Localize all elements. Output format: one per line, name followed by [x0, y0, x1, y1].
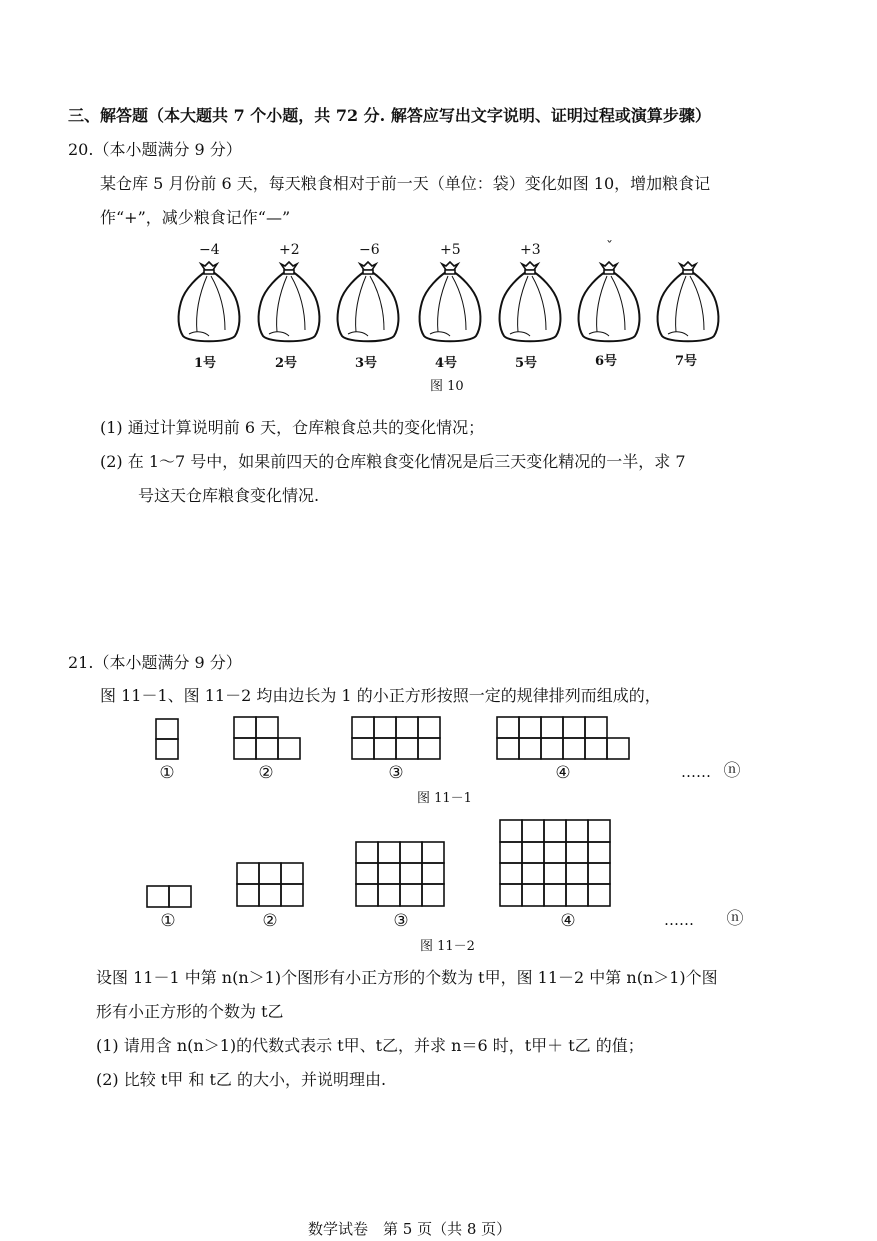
f2-s4-cell	[588, 863, 610, 884]
bag-label-7: 7号	[674, 354, 698, 369]
f2-s3-cell	[400, 863, 422, 884]
fig1-ellipsis: ……	[681, 763, 711, 781]
f2-s3-cell	[422, 863, 444, 884]
f2-s3-cell	[378, 863, 400, 884]
bag-label-5: 5号	[514, 356, 538, 371]
fig2-ellipsis: ……	[664, 911, 694, 929]
f2-s1-cell	[147, 886, 169, 907]
q20-stem-line1: 某仓库 5 月份前 6 天，每天粮食相对于前一天（单位：袋）变化如图 10，增加粮食记	[100, 174, 711, 193]
bag-label-3: 3号	[354, 356, 378, 371]
fig1-label-n: ⓝ	[723, 761, 741, 781]
f2-s3-cell	[356, 842, 378, 863]
f2-s4-cell	[522, 820, 544, 842]
f2-s4-cell	[588, 884, 610, 906]
q20-part1: (1) 通过计算说明前 6 天，仓库粮食总共的变化情况；	[100, 418, 485, 437]
f2-s3-cell	[356, 863, 378, 884]
f2-s3-cell	[422, 842, 444, 863]
f2-s3-cell	[400, 884, 422, 906]
f2-s3-cell	[378, 842, 400, 863]
q21-header: 21.（本小题满分 9 分）	[68, 653, 242, 672]
f2-s2-cell	[281, 884, 303, 906]
f2-s4-cell	[544, 820, 566, 842]
f2-s4-cell	[500, 842, 522, 863]
q21-part2: (2) 比较 t甲 和 t乙 的大小，并说明理由.	[96, 1070, 387, 1089]
fig2-label-4: ④	[560, 911, 576, 931]
bag-change-2: +2	[279, 242, 300, 258]
fig1-label-4: ④	[555, 763, 571, 783]
bag-change-6: ˇ	[606, 239, 613, 255]
bag-change-3: −6	[359, 242, 380, 258]
f2-s4-cell	[544, 842, 566, 863]
f2-s3-cell	[356, 884, 378, 906]
q20-stem-line2: 作“+”，减少粮食记作“—”	[100, 208, 291, 227]
fig1-label-3: ③	[388, 763, 404, 783]
f2-s2-cell	[281, 863, 303, 884]
figure-11-1-caption: 图 11－1	[417, 791, 472, 806]
page-footer: 数学试卷 第 5 页（共 8 页）	[308, 1220, 512, 1238]
figure-10-caption: 图 10	[430, 379, 464, 394]
f2-s4-cell	[588, 820, 610, 842]
f2-s4-cell	[522, 863, 544, 884]
fig2-label-2: ②	[262, 911, 278, 931]
fig1-label-1: ①	[159, 763, 175, 783]
f2-s2-cell	[237, 884, 259, 906]
f2-s4-cell	[566, 863, 588, 884]
section-heading: 三、解答题（本大题共 7 个小题，共 72 分. 解答应写出文字说明、证明过程或演算步骤）	[68, 106, 711, 125]
bag-label-4: 4号	[434, 356, 458, 371]
f2-s1-cell	[169, 886, 191, 907]
f2-s4-cell	[588, 842, 610, 863]
f2-s4-cell	[544, 884, 566, 906]
q20-part2-line2: 号这天仓库粮食变化情况.	[138, 486, 320, 505]
f2-s2-cell	[237, 863, 259, 884]
f2-s4-cell	[522, 884, 544, 906]
f2-s4-cell	[566, 842, 588, 863]
q21-part1: (1) 请用含 n(n＞1)的代数式表示 t甲、t乙，并求 n＝6 时，t甲＋ t乙 的值；	[96, 1036, 644, 1055]
bag-change-1: −4	[199, 242, 220, 258]
f2-s4-cell	[566, 820, 588, 842]
fig2-label-1: ①	[160, 911, 176, 931]
f2-s2-cell	[259, 884, 281, 906]
fig2-label-n: ⓝ	[726, 909, 744, 929]
f2-s3-cell	[378, 884, 400, 906]
q20-part2-line1: (2) 在 1～7 号中，如果前四天的仓库粮食变化情况是后三天变化精况的一半，求 7	[100, 452, 686, 471]
f2-s2-cell	[259, 863, 281, 884]
f2-s3-cell	[422, 884, 444, 906]
f2-s4-cell	[500, 820, 522, 842]
bag-label-1: 1号	[193, 356, 217, 371]
f2-s3-cell	[400, 842, 422, 863]
f2-s4-cell	[500, 884, 522, 906]
f2-s4-cell	[566, 884, 588, 906]
f2-s4-cell	[500, 863, 522, 884]
q20-header: 20.（本小题满分 9 分）	[68, 140, 242, 159]
bag-change-5: +3	[520, 242, 541, 258]
q21-stem: 图 11－1、图 11－2 均由边长为 1 的小正方形按照一定的规律排列而组成的，	[100, 686, 661, 705]
f2-s4-cell	[522, 842, 544, 863]
q21-desc-line2: 形有小正方形的个数为 t乙	[96, 1002, 284, 1021]
figure-11-2-caption: 图 11－2	[420, 939, 475, 954]
f2-s4-cell	[544, 863, 566, 884]
bag-label-2: 2号	[274, 356, 298, 371]
fig1-label-2: ②	[258, 763, 274, 783]
q21-desc-line1: 设图 11－1 中第 n(n＞1)个图形有小正方形的个数为 t甲，图 11－2 中第 n(n＞1)个图	[96, 968, 718, 987]
bag-label-6: 6号	[594, 354, 618, 369]
fig2-label-3: ③	[393, 911, 409, 931]
bag-change-4: +5	[440, 242, 461, 258]
